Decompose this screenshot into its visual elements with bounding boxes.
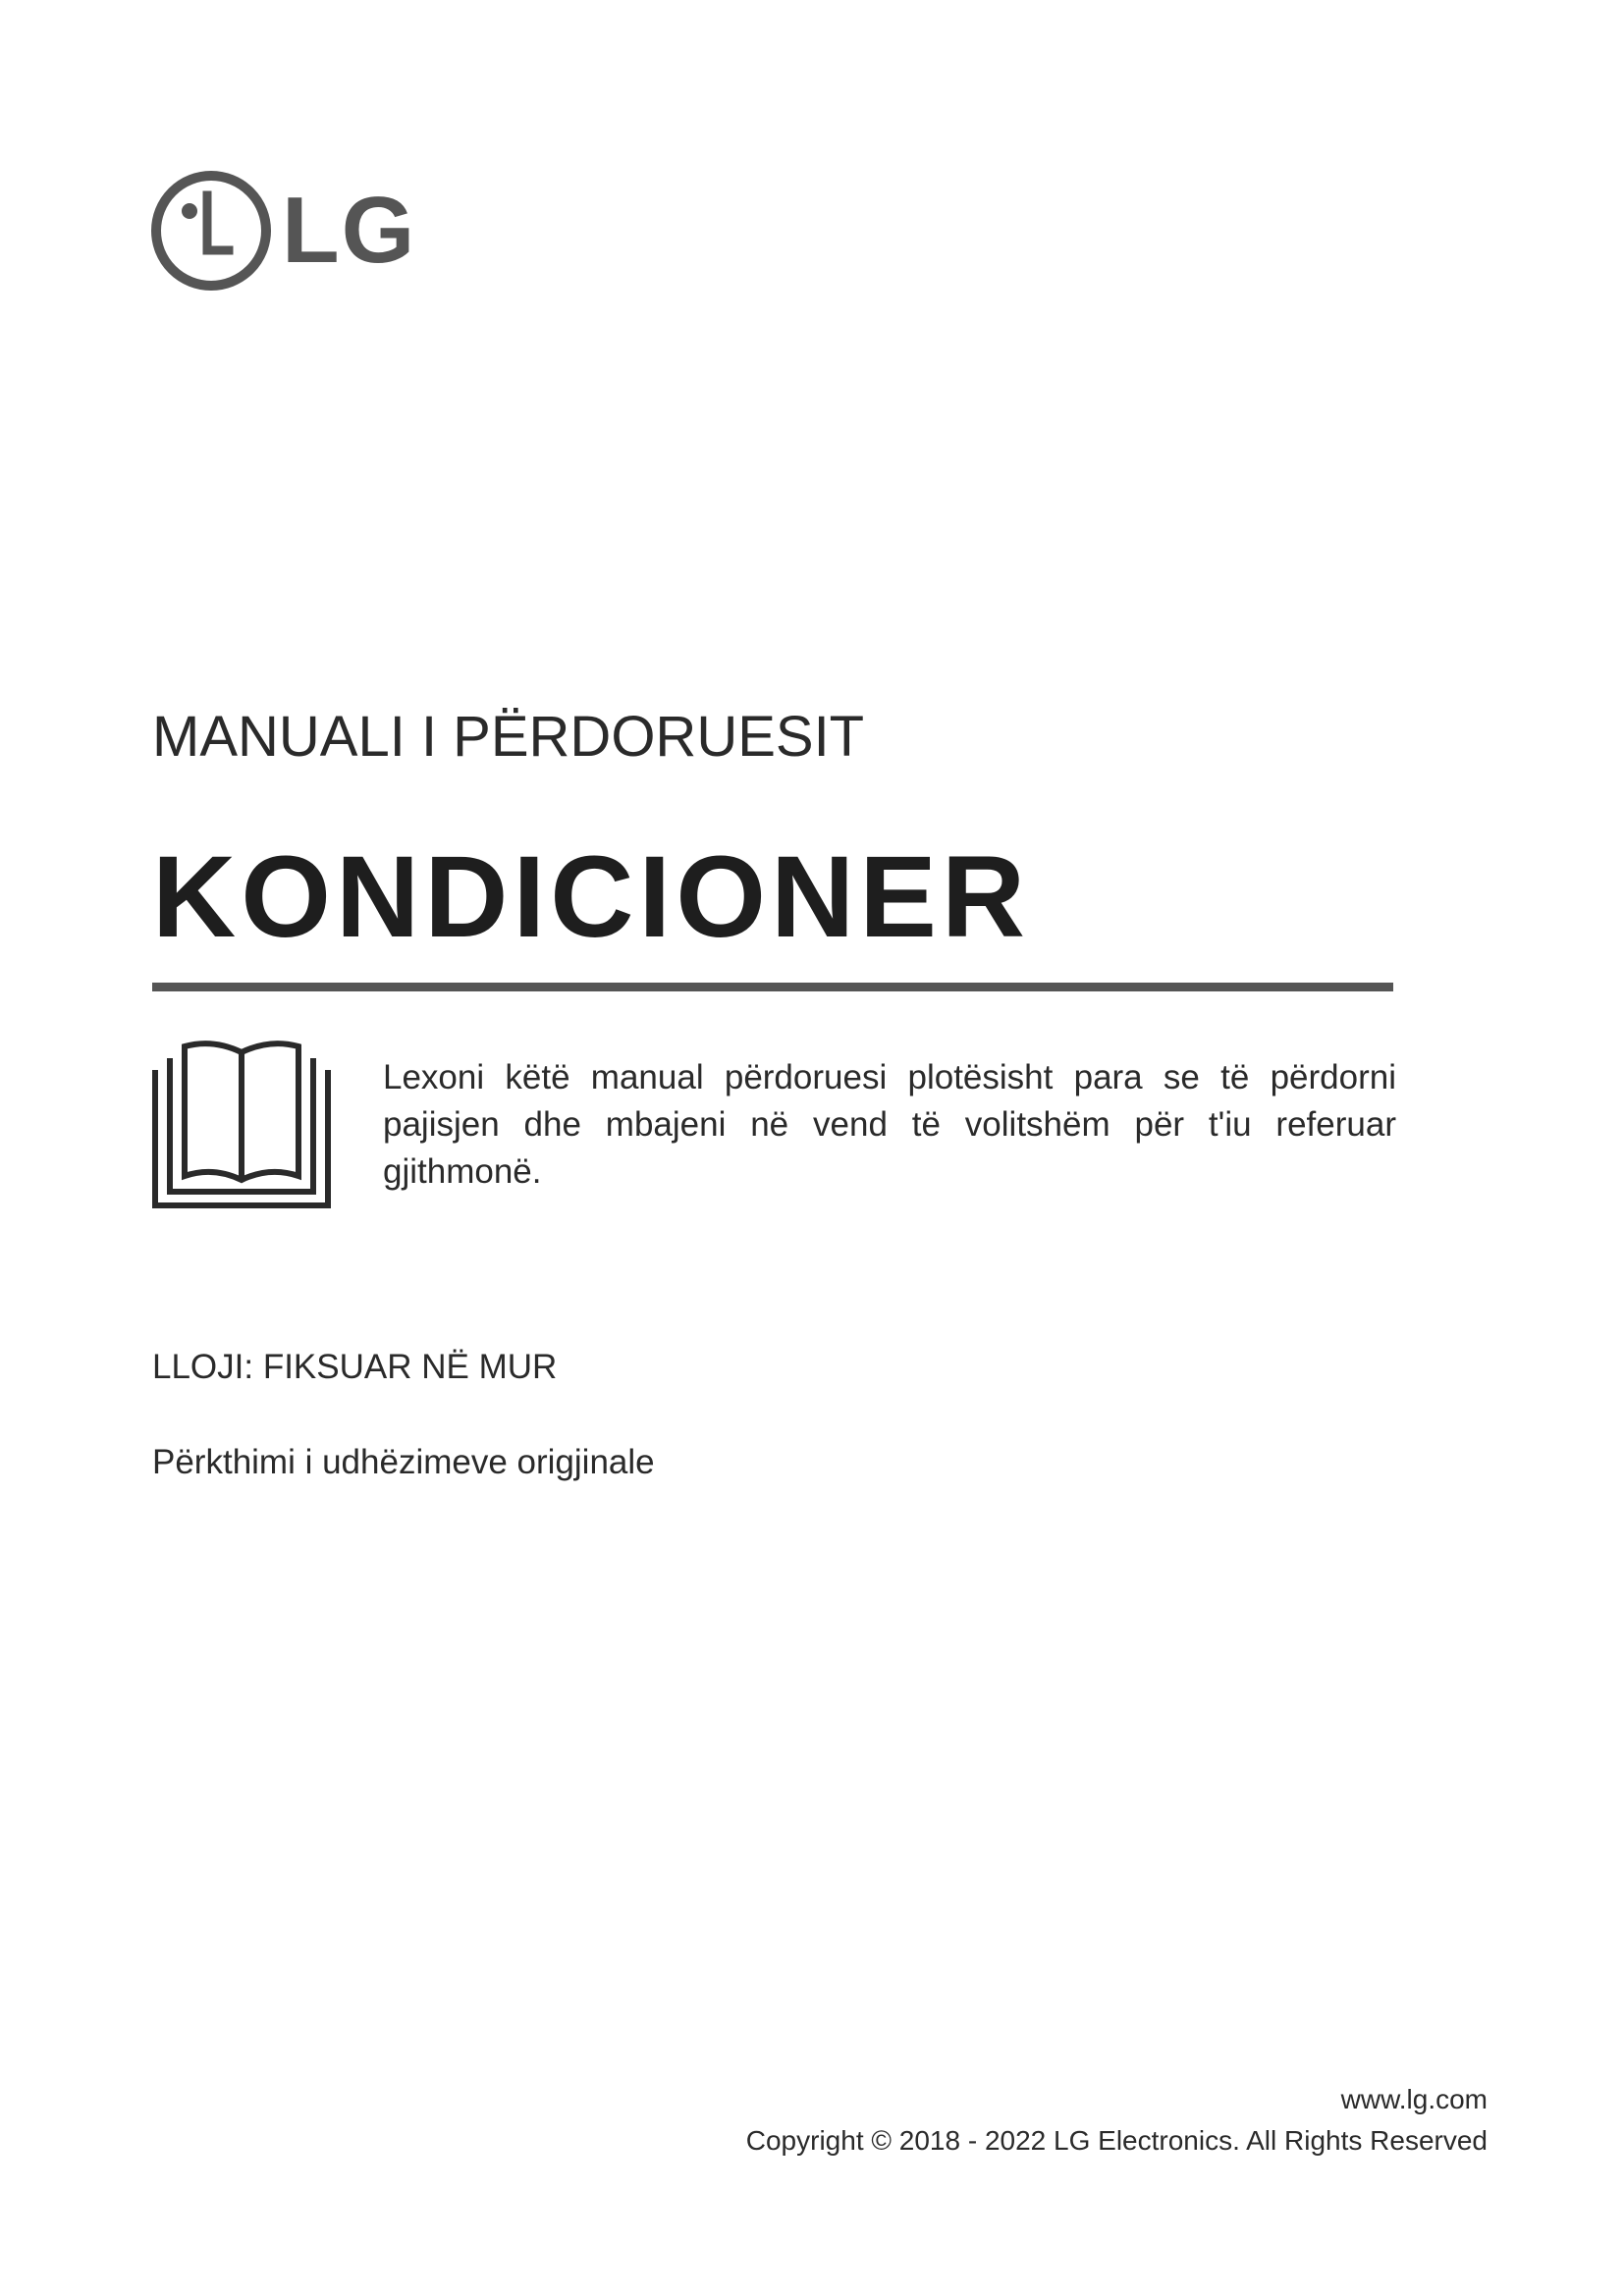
translation-note: Përkthimi i udhëzimeve origjinale xyxy=(152,1443,655,1481)
product-title: KONDICIONER xyxy=(152,832,1031,962)
open-book-icon xyxy=(152,1041,331,1214)
read-manual-notice: Lexoni këtë manual përdoruesi plotësisht para se të përdorni pajisjen dhe mbajeni në vend të volitshëm për t'iu referuar gjithmonë. xyxy=(383,1058,1396,1191)
manual-title: MANUALI I PËRDORUESIT xyxy=(152,705,865,769)
copyright-notice: Copyright © 2018 - 2022 LG Electronics. All Rights Reserved xyxy=(745,2125,1488,2156)
product-type: LLOJI: FIKSUAR NË MUR xyxy=(152,1348,558,1386)
title-divider xyxy=(152,983,1393,991)
lg-logo xyxy=(150,170,416,292)
website-url: www.lg.com xyxy=(1340,2084,1488,2114)
lg-logo-text: LG xyxy=(282,178,417,283)
footer xyxy=(746,2079,1488,2162)
lg-face-logo-icon xyxy=(150,170,272,292)
